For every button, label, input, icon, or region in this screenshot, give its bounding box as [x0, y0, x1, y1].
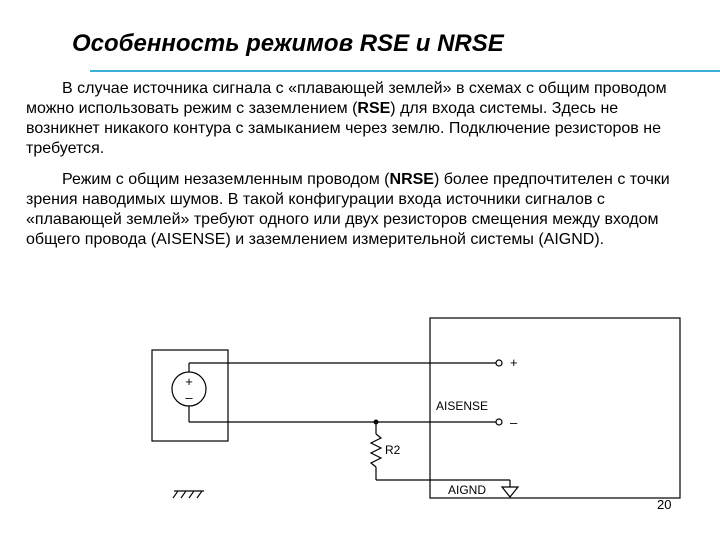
source-minus-sign: – — [185, 390, 193, 405]
paragraph-nrse-text-1: Режим с общим незаземленным проводом ( — [62, 171, 390, 188]
slide-title: Особенность режимов RSE и NRSE — [72, 30, 504, 57]
paragraph-rse — [26, 79, 696, 159]
aignd-ground-icon — [502, 487, 518, 497]
aignd-label: AIGND — [448, 483, 487, 497]
page-number: 20 — [657, 497, 672, 512]
paragraph-rse-text-1: В случае источника сигнала с «плавающей землей» в схемах с общим проводом можно использовать режим с заземлением ( — [26, 80, 667, 117]
paragraph-nrse — [26, 170, 696, 250]
circuit-diagram — [0, 300, 720, 510]
aisense-label: AISENSE — [436, 399, 489, 413]
r2-label: R2 — [385, 443, 401, 457]
resistor-r2-icon — [371, 434, 381, 467]
paragraph-nrse-bold: NRSE — [389, 171, 434, 188]
terminal-plus-label: + — [510, 355, 518, 370]
terminal-minus — [496, 419, 502, 425]
chassis-ground-icon — [173, 491, 202, 498]
terminal-plus — [496, 360, 502, 366]
paragraph-rse-text-2: ) для входа системы. Здесь не возникнет никакого контура с замыканием через землю. Подключение резисторов не требуется. — [26, 100, 661, 157]
junction-dot — [374, 420, 379, 425]
title-divider — [90, 70, 720, 72]
paragraph-rse-bold: RSE — [357, 100, 391, 117]
paragraph-nrse-text-2: ) более предпочтителен с точки зрения наводимых шумов. В такой конфигурации входа источники сигналов с «плавающей землей» требуют одного или двух резисторов смещения между входом общего провода (AISENSE) и заземлением измерительной системы (AIGND). — [26, 171, 670, 248]
source-plus-sign: + — [185, 374, 193, 389]
terminal-minus-label: – — [510, 415, 518, 430]
